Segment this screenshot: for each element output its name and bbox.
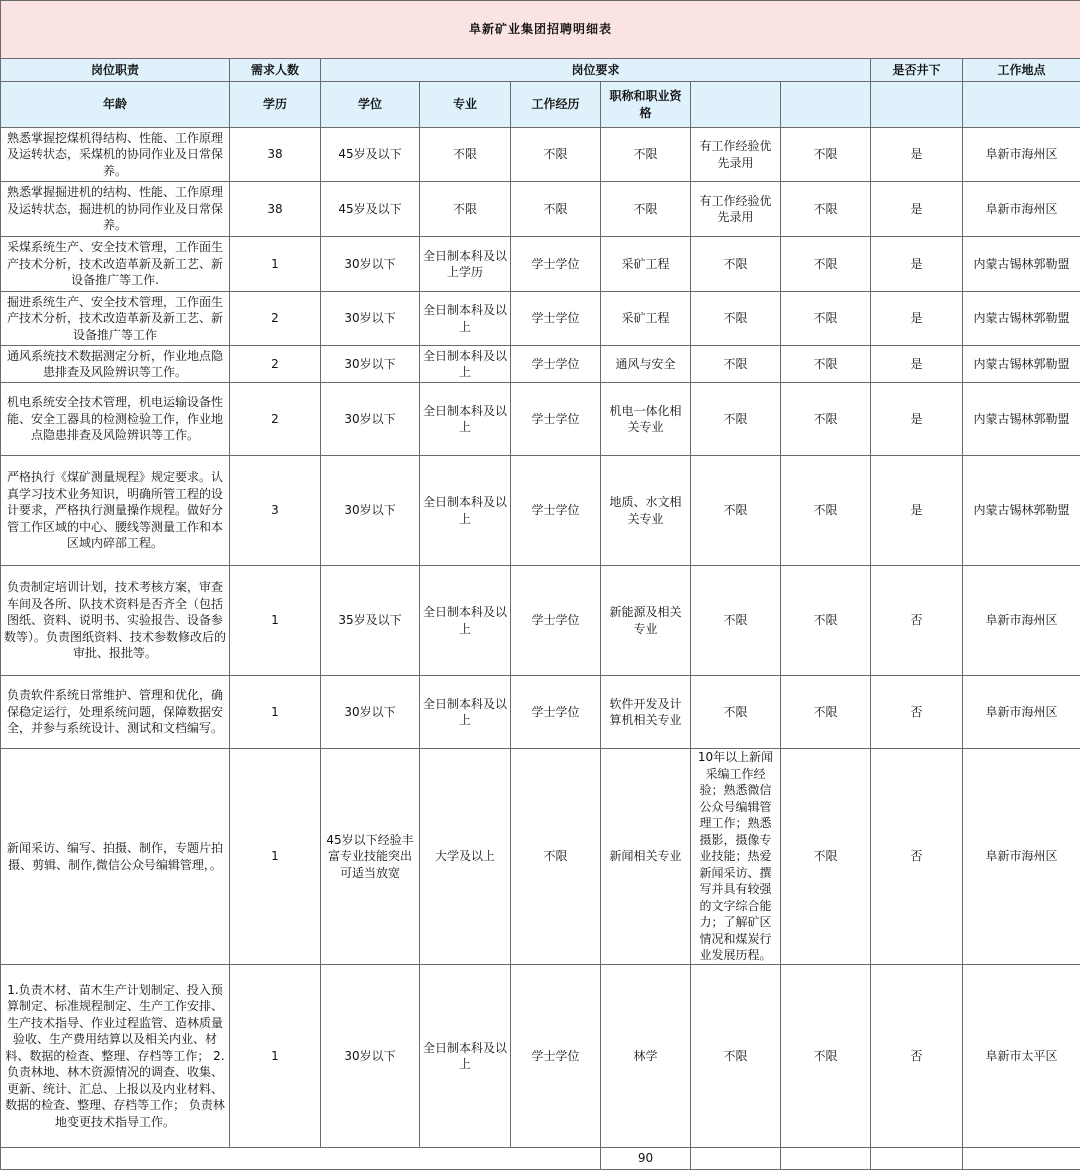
cell-location: 阜新市海州区 [963, 128, 1080, 182]
cell-underground: 是 [871, 292, 963, 346]
cell-experience: 不限 [691, 292, 781, 346]
cell-age: 45岁以下经验丰富专业技能突出可适当放宽 [321, 749, 420, 965]
cell-major: 机电一体化相关专业 [601, 383, 691, 456]
header-count: 需求人数 [230, 59, 321, 82]
header-empty-4 [963, 82, 1080, 128]
table-row [1, 566, 1080, 676]
cell-duty: 新闻采访、编写、拍摄、制作，专题片拍摄、剪辑、制作,微信公众号编辑管理，。 [1, 749, 230, 965]
cell-title-qualification: 不限 [781, 676, 871, 749]
cell-count: 2 [230, 292, 321, 346]
cell-count: 38 [230, 128, 321, 182]
table-row [1, 676, 1080, 749]
header-title-qualification: 职称和职业资格 [601, 82, 691, 128]
cell-education: 全日制本科及以上 [420, 566, 511, 676]
cell-title-qualification: 不限 [781, 128, 871, 182]
cell-underground: 否 [871, 749, 963, 965]
cell-title-qualification: 不限 [781, 346, 871, 383]
cell-education: 不限 [420, 128, 511, 182]
header-location: 工作地点 [963, 59, 1080, 82]
cell-title-qualification: 不限 [781, 292, 871, 346]
cell-education: 全日制本科及以上 [420, 346, 511, 383]
cell-experience: 不限 [691, 566, 781, 676]
cell-experience: 有工作经验优先录用 [691, 182, 781, 237]
cell-education: 全日制本科及以上 [420, 965, 511, 1148]
cell-underground: 否 [871, 965, 963, 1148]
cell-experience: 不限 [691, 676, 781, 749]
table-row [1, 237, 1080, 292]
cell-underground: 是 [871, 128, 963, 182]
cell-major: 新能源及相关专业 [601, 566, 691, 676]
cell-duty: 机电系统安全技术管理，机电运输设备性能、安全工器具的检测检验工作，作业地点隐患排查及风险辨识等工作。 [1, 383, 230, 456]
table-row [1, 749, 1080, 965]
header-major: 专业 [420, 82, 511, 128]
header-education: 学历 [230, 82, 321, 128]
header-empty-1 [691, 82, 781, 128]
cell-location: 内蒙古锡林郭勒盟 [963, 346, 1080, 383]
cell-location: 内蒙古锡林郭勒盟 [963, 292, 1080, 346]
cell-underground: 是 [871, 456, 963, 566]
table-row [1, 456, 1080, 566]
cell-count: 1 [230, 749, 321, 965]
table-row [1, 128, 1080, 182]
cell-degree: 学士学位 [511, 237, 601, 292]
total-count: 90 [601, 1148, 691, 1170]
header-underground: 是否井下 [871, 59, 963, 82]
header-empty-2 [781, 82, 871, 128]
cell-count: 3 [230, 456, 321, 566]
cell-underground: 是 [871, 383, 963, 456]
cell-title-qualification: 不限 [781, 182, 871, 237]
cell-count: 38 [230, 182, 321, 237]
cell-major: 软件开发及计算机相关专业 [601, 676, 691, 749]
cell-experience: 不限 [691, 237, 781, 292]
cell-age: 30岁以下 [321, 676, 420, 749]
cell-location: 内蒙古锡林郭勒盟 [963, 456, 1080, 566]
cell-degree: 不限 [511, 749, 601, 965]
cell-age: 30岁以下 [321, 292, 420, 346]
cell-location: 阜新市太平区 [963, 965, 1080, 1148]
header-duty: 岗位职责 [1, 59, 230, 82]
cell-education: 全日制本科及以上 [420, 292, 511, 346]
cell-experience: 不限 [691, 456, 781, 566]
cell-title-qualification: 不限 [781, 383, 871, 456]
page-title: 阜新矿业集团招聘明细表 [1, 1, 1080, 59]
cell-age: 30岁以下 [321, 346, 420, 383]
cell-title-qualification: 不限 [781, 456, 871, 566]
cell-degree: 学士学位 [511, 456, 601, 566]
cell-count: 1 [230, 676, 321, 749]
cell-major: 采矿工程 [601, 237, 691, 292]
table-row [1, 346, 1080, 383]
table-row [1, 182, 1080, 237]
cell-education: 全日制本科及以上 [420, 383, 511, 456]
cell-count: 1 [230, 237, 321, 292]
cell-education: 全日制本科及以上 [420, 456, 511, 566]
cell-location: 阜新市海州区 [963, 566, 1080, 676]
header-empty-3 [871, 82, 963, 128]
cell-major: 采矿工程 [601, 292, 691, 346]
cell-age: 45岁及以下 [321, 128, 420, 182]
cell-location: 阜新市海州区 [963, 676, 1080, 749]
cell-underground: 否 [871, 676, 963, 749]
cell-location: 内蒙古锡林郭勒盟 [963, 383, 1080, 456]
total-empty-3 [871, 1148, 963, 1170]
cell-duty: 负责软件系统日常维护、管理和优化，确保稳定运行，处理系统问题，保障数据安全，并参与系统设计、测试和文档编写。 [1, 676, 230, 749]
header-requirements: 岗位要求 [321, 59, 871, 82]
cell-underground: 是 [871, 346, 963, 383]
cell-age: 35岁及以下 [321, 566, 420, 676]
cell-degree: 学士学位 [511, 383, 601, 456]
cell-education: 全日制本科及以上学历 [420, 237, 511, 292]
cell-title-qualification: 不限 [781, 566, 871, 676]
cell-degree: 不限 [511, 128, 601, 182]
cell-title-qualification: 不限 [781, 237, 871, 292]
cell-duty: 熟悉掌握挖煤机得结构、性能、工作原理及运转状态，采煤机的协同作业及日常保养。 [1, 128, 230, 182]
cell-degree: 学士学位 [511, 676, 601, 749]
cell-count: 1 [230, 566, 321, 676]
cell-age: 30岁以下 [321, 237, 420, 292]
table-row [1, 292, 1080, 346]
cell-location: 阜新市海州区 [963, 182, 1080, 237]
cell-duty: 掘进系统生产、安全技术管理，工作面生产技术分析，技术改造革新及新工艺、新设备推广等工作 [1, 292, 230, 346]
cell-underground: 否 [871, 566, 963, 676]
cell-duty: 采煤系统生产、安全技术管理，工作面生产技术分析，技术改造革新及新工艺、新设备推广等工作. [1, 237, 230, 292]
cell-major: 不限 [601, 128, 691, 182]
cell-duty: 通风系统技术数据测定分析，作业地点隐患排查及风险辨识等工作。 [1, 346, 230, 383]
cell-major: 不限 [601, 182, 691, 237]
total-empty-4 [963, 1148, 1080, 1170]
cell-major: 新闻相关专业 [601, 749, 691, 965]
cell-experience: 10年以上新闻采编工作经验；熟悉微信公众号编辑管理工作；熟悉摄影，摄像专业技能；热爱新闻采访、撰写并具有较强的文字综合能力；了解矿区情况和煤炭行业发展历程。 [691, 749, 781, 965]
header-experience: 工作经历 [511, 82, 601, 128]
table-row [1, 383, 1080, 456]
cell-duty: 1.负责木材、苗木生产计划制定、投入预算制定、标准规程制定、生产工作安排、生产技术指导、作业过程监管、造林质量验收、生产费用结算以及相关内业、材料、数据的检查、整理、存档等工作； 2.负责林地、林木资源情况的调查、收集、更新、统计、汇总、上报以及内业材料、数据的检查、整理、存档等工作； 负责林地变更技术指导工作。 [1, 965, 230, 1148]
cell-education: 大学及以上 [420, 749, 511, 965]
cell-age: 45岁及以下 [321, 182, 420, 237]
cell-experience: 不限 [691, 965, 781, 1148]
cell-title-qualification: 不限 [781, 749, 871, 965]
cell-age: 30岁以下 [321, 383, 420, 456]
cell-degree: 学士学位 [511, 566, 601, 676]
cell-experience: 有工作经验优先录用 [691, 128, 781, 182]
header-age: 年龄 [1, 82, 230, 128]
cell-duty: 负责制定培训计划，技术考核方案，审查车间及各所、队技术资料是否齐全（包括图纸、资料、说明书、实验报告、设备参数等）。负责图纸资料、技术参数修改后的审批、报批等。 [1, 566, 230, 676]
cell-age: 30岁以下 [321, 965, 420, 1148]
cell-age: 30岁以下 [321, 456, 420, 566]
table-row [1, 965, 1080, 1148]
header-degree: 学位 [321, 82, 420, 128]
cell-degree: 学士学位 [511, 346, 601, 383]
total-row [1, 1148, 1080, 1170]
cell-degree: 不限 [511, 182, 601, 237]
cell-major: 通风与安全 [601, 346, 691, 383]
cell-count: 2 [230, 346, 321, 383]
cell-major: 地质、水文相关专业 [601, 456, 691, 566]
cell-education: 全日制本科及以上 [420, 676, 511, 749]
cell-count: 1 [230, 965, 321, 1148]
cell-degree: 学士学位 [511, 292, 601, 346]
cell-experience: 不限 [691, 346, 781, 383]
cell-location: 内蒙古锡林郭勒盟 [963, 237, 1080, 292]
cell-degree: 学士学位 [511, 965, 601, 1148]
cell-location: 阜新市海州区 [963, 749, 1080, 965]
cell-major: 林学 [601, 965, 691, 1148]
cell-experience: 不限 [691, 383, 781, 456]
cell-underground: 是 [871, 182, 963, 237]
cell-title-qualification: 不限 [781, 965, 871, 1148]
cell-duty: 严格执行《煤矿测量规程》规定要求。认真学习技术业务知识，明确所管工程的设计要求，严格执行测量操作规程。做好分管工作区域的中心、腰线等测量工作和本区域内碎部工程。 [1, 456, 230, 566]
cell-duty: 熟悉掌握掘进机的结构、性能、工作原理及运转状态，掘进机的协同作业及日常保养。 [1, 182, 230, 237]
total-empty-1 [691, 1148, 781, 1170]
total-empty-left [1, 1148, 601, 1170]
total-empty-2 [781, 1148, 871, 1170]
cell-underground: 是 [871, 237, 963, 292]
cell-education: 不限 [420, 182, 511, 237]
cell-count: 2 [230, 383, 321, 456]
